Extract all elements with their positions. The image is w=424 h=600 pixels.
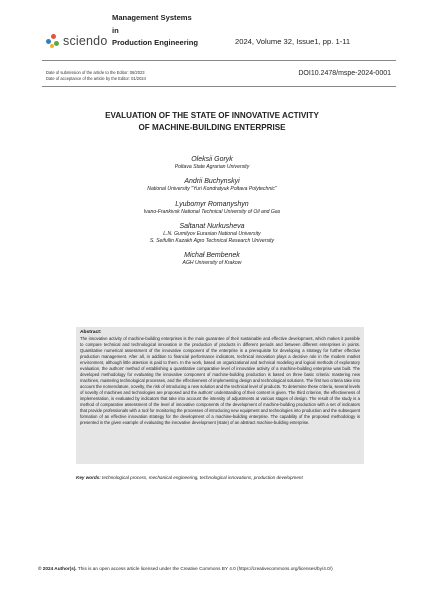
author-entry — [0, 177, 424, 193]
acceptance-date: Date of acceptance of the article by the Editor: 01/2024 — [46, 76, 146, 81]
keywords — [76, 475, 376, 480]
article-dates — [46, 70, 146, 82]
author-name: Oleksii Goryk — [191, 156, 233, 163]
journal-header — [0, 0, 424, 60]
author-affiliation: Poltava State Agrarian University — [174, 164, 250, 170]
doi-link[interactable]: DOI10.2478/mspe-2024-0001 — [298, 70, 391, 77]
article-title: EVALUATION OF THE STATE OF INNOVATIVE ACTIVITY OF MACHINE-BUILDING ENTERPRISE — [105, 111, 319, 132]
keywords-text: technological process, mechanical engineering, technological innovations, production development — [102, 475, 303, 480]
author-entry — [0, 200, 424, 216]
author-affiliation: S. Seifullin Kazakh Agro Technical Research University — [149, 238, 275, 245]
author-entry — [0, 222, 424, 246]
author-name: Saltanat Nurkusheva — [179, 222, 245, 230]
author-affiliation: Ivano-Frankivsk National Technical University of Oil and Gas — [143, 208, 281, 215]
header-divider — [42, 60, 396, 61]
sciendo-logo[interactable] — [46, 34, 108, 48]
author-entry — [0, 155, 424, 171]
journal-issue: 2024, Volume 32, Issue1, pp. 1-11 — [235, 37, 351, 46]
author-list — [0, 155, 424, 274]
author-entry — [0, 251, 424, 267]
sciendo-logo-icon — [46, 34, 60, 48]
logo-text: sciendo — [63, 34, 108, 48]
license-text[interactable]: This is an open access article licensed under the Creative Commons BY 4.0 (https://creativecommons.org/licenses/by/4.0/) — [76, 566, 333, 571]
abstract-label: Abstract: — [80, 330, 102, 335]
author-name: Michał Bembenek — [184, 252, 240, 260]
abstract-text: The innovative activity of machine-building enterprises is the main guarantee of their sustainable and effective development, which makes it possible to compare technical and technological innovation in the production of products in different periods and between different enterprises in points. Quantitative numerical assessment of the innovative component of the enterprise is a prerequisite for developing a strategy for further effective production management. After all, in addition to financial performance indicators, technical innovation plays a decisive role in the modern market environment, although little attention is paid to them. In the work, based on organizational and technical modeling and logical methods of exploratory evaluation, the authors' method of establishing a quantitative comparative level of innovative activity of a machine-building enterprise was built. The developed methodology for evaluating the innovative component of machine-building production is based on three basic criteria: mastering new machines, mastering technological processes, and the effectiveness of implementing design and technological solutions. The first two criteria take into account the nomenclature, novelty, the risk of introducing a new solution and the technical level of products. To determine these criteria, several levels of novelty of machines and technologies are proposed and the authors' understanding of their content is given. The third criterion, the effectiveness of implementation, is evaluated by indicators that take into account the intensity of adjustments at various stages of design. The result of the study is a method of comparative assessment of the level of innovative components of the development of machine-building production with a set of indicators that provide professionals with a tool for monitoring the processes of introducing new equipment and technologies into production and the subsequent formation of an effective innovation strategy for the development of a machine-building enterprise. The capability of the proposed methodology is presented in the given example of evaluating the innovative development (state) of an abstract machine-building enterprise. — [80, 336, 360, 425]
abstract-box — [76, 327, 364, 464]
author-name: Lyubomyr Romanyshyn — [175, 200, 249, 208]
journal-name: Management Systems in Production Engineering — [112, 13, 199, 47]
meta-divider — [42, 86, 396, 87]
copyright: © 2024 Author(s). — [38, 566, 77, 571]
author-affiliation: AGH University of Krakow — [182, 260, 242, 267]
author-affiliation: L.N. Gumilyov Eurasian National University — [163, 230, 261, 237]
license-notice — [38, 566, 333, 571]
author-affiliation: National University "Yuri Kondratyuk Poltava Polytechnic" — [147, 186, 277, 193]
author-name: Andrii Buchynskyi — [184, 178, 240, 186]
submission-date: Date of submission of the article to the Editor: 06/2023 — [46, 70, 145, 75]
keywords-label: Key words: — [76, 475, 101, 480]
